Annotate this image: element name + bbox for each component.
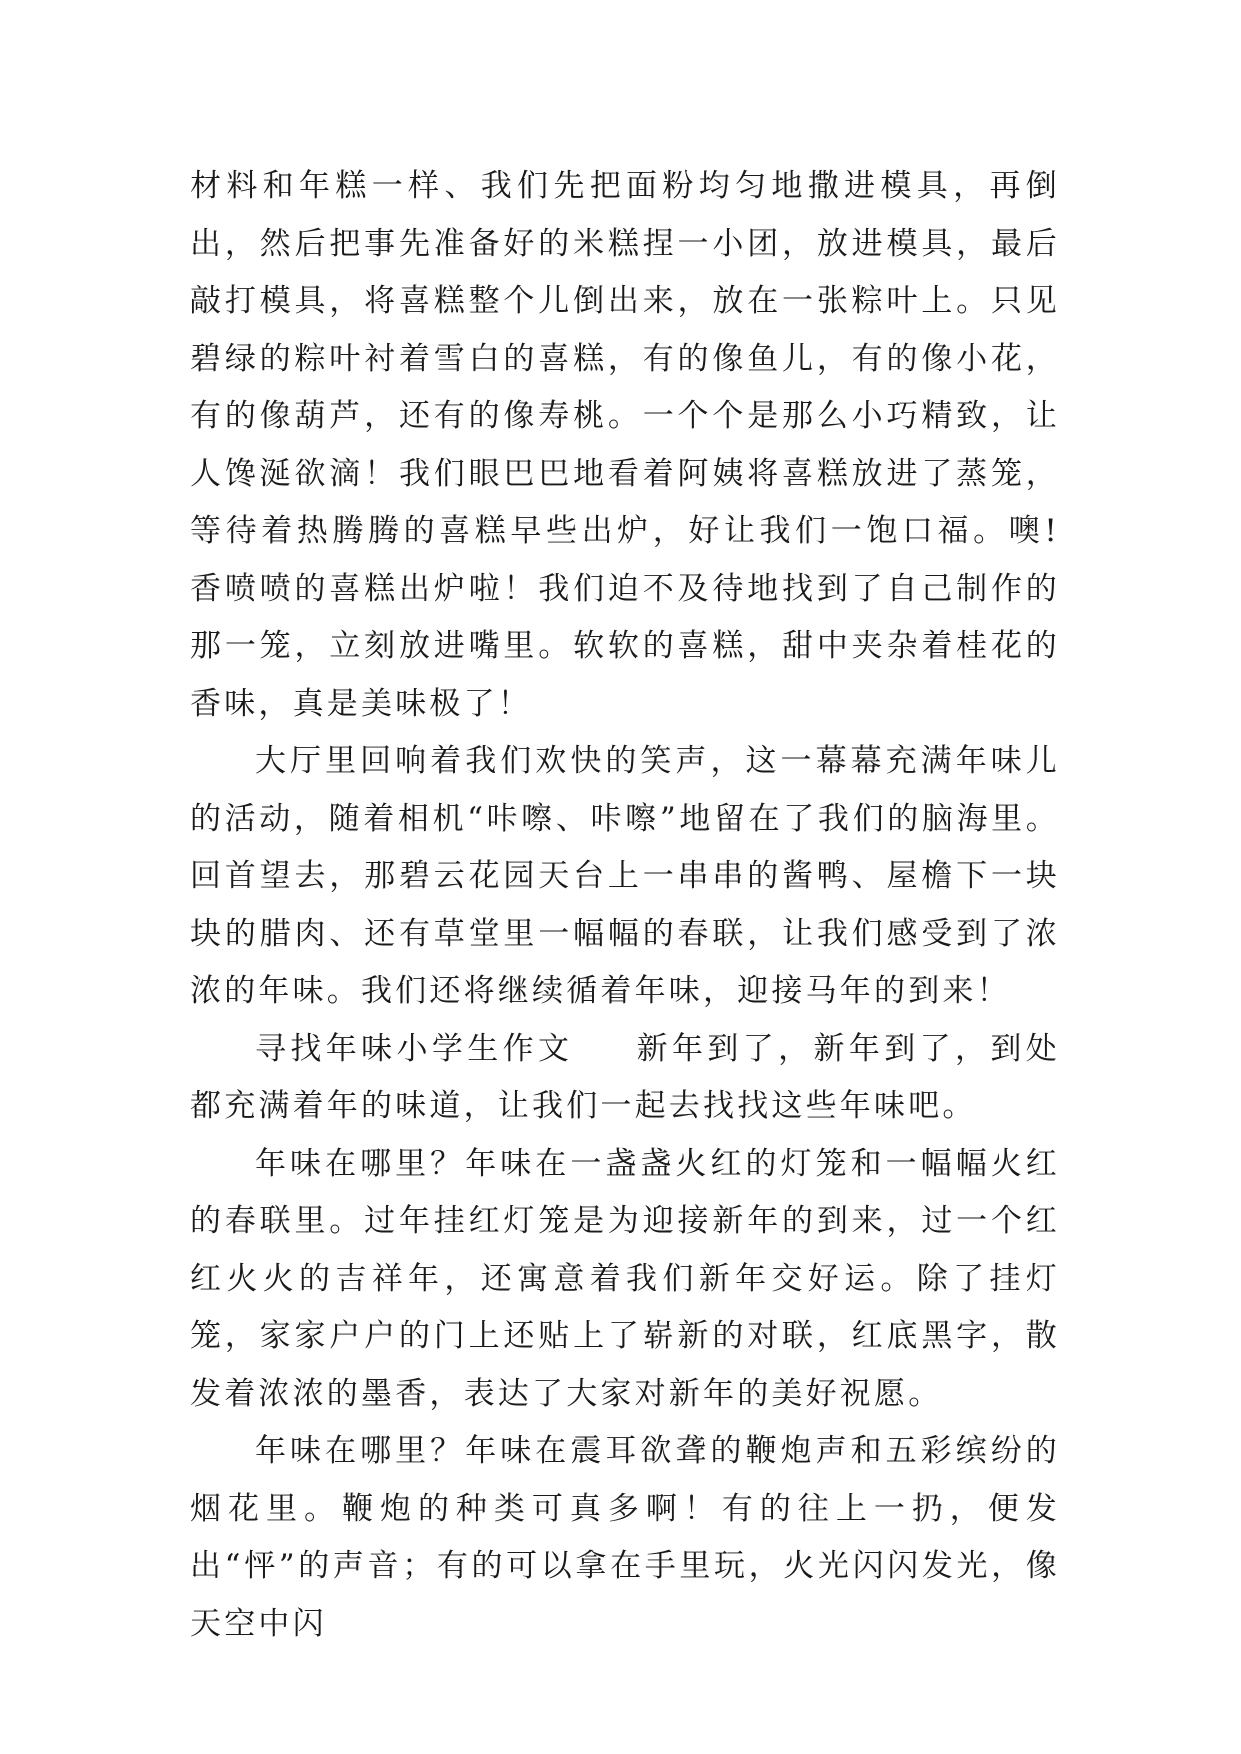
paragraph-2: 大厅里回响着我们欢快的笑声，这一幕幕充满年味儿的活动，随着相机“咔嚓、咔嚓”地留在了我们的脑海里。回首望去，那碧云花园天台上一串串的酱鸭、屋檐下一块块的腊肉、还有草堂里一幅幅的春联，让我们感受到了浓浓的年味。我们还将继续循着年味，迎接马年的到来！ (190, 743, 1060, 1009)
paragraph-5: 年味在哪里？年味在震耳欲聋的鞭炮声和五彩缤纷的烟花里。鞭炮的种类可真多啊！有的往上一扔，便发出“怦”的声音；有的可以拿在手里玩，火光闪闪发光，像天空中闪 (190, 1433, 1060, 1642)
paragraph-3-text: 新年到了，新年到了，到处都充满着年的味道，让我们一起去找找这些年味吧。 (190, 1030, 1060, 1124)
paragraph-3 (190, 1021, 1060, 1136)
paragraph-4: 年味在哪里？年味在一盏盏火红的灯笼和一幅幅火红的春联里。过年挂红灯笼是为迎接新年的到来，过一个红红火火的吉祥年，还寓意着我们新年交好运。除了挂灯笼，家家户户的门上还贴上了崭新的对联，红底黑字，散发着浓浓的墨香，表达了大家对新年的美好祝愿。 (190, 1145, 1060, 1412)
document-body (190, 158, 1060, 1653)
paragraph-1: 材料和年糕一样、我们先把面粉均匀地撒进模具，再倒出，然后把事先准备好的米糕捏一小团，放进模具，最后敲打模具，将喜糕整个儿倒出来，放在一张粽叶上。只见碧绿的粽叶衬着雪白的喜糕，有的像鱼儿，有的像小花，有的像葫芦，还有的像寿桃。一个个是那么小巧精致，让人馋涎欲滴！我们眼巴巴地看着阿姨将喜糕放进了蒸笼，等待着热腾腾的喜糕早些出炉，好让我们一饱口福。噢!香喷喷的喜糕出炉啦！我们迫不及待地找到了自己制作的那一笼，立刻放进嘴里。软软的喜糕，甜中夹杂着桂花的香味，真是美味极了！ (190, 168, 1060, 722)
essay-title: 寻找年味小学生作文 (255, 1030, 574, 1067)
